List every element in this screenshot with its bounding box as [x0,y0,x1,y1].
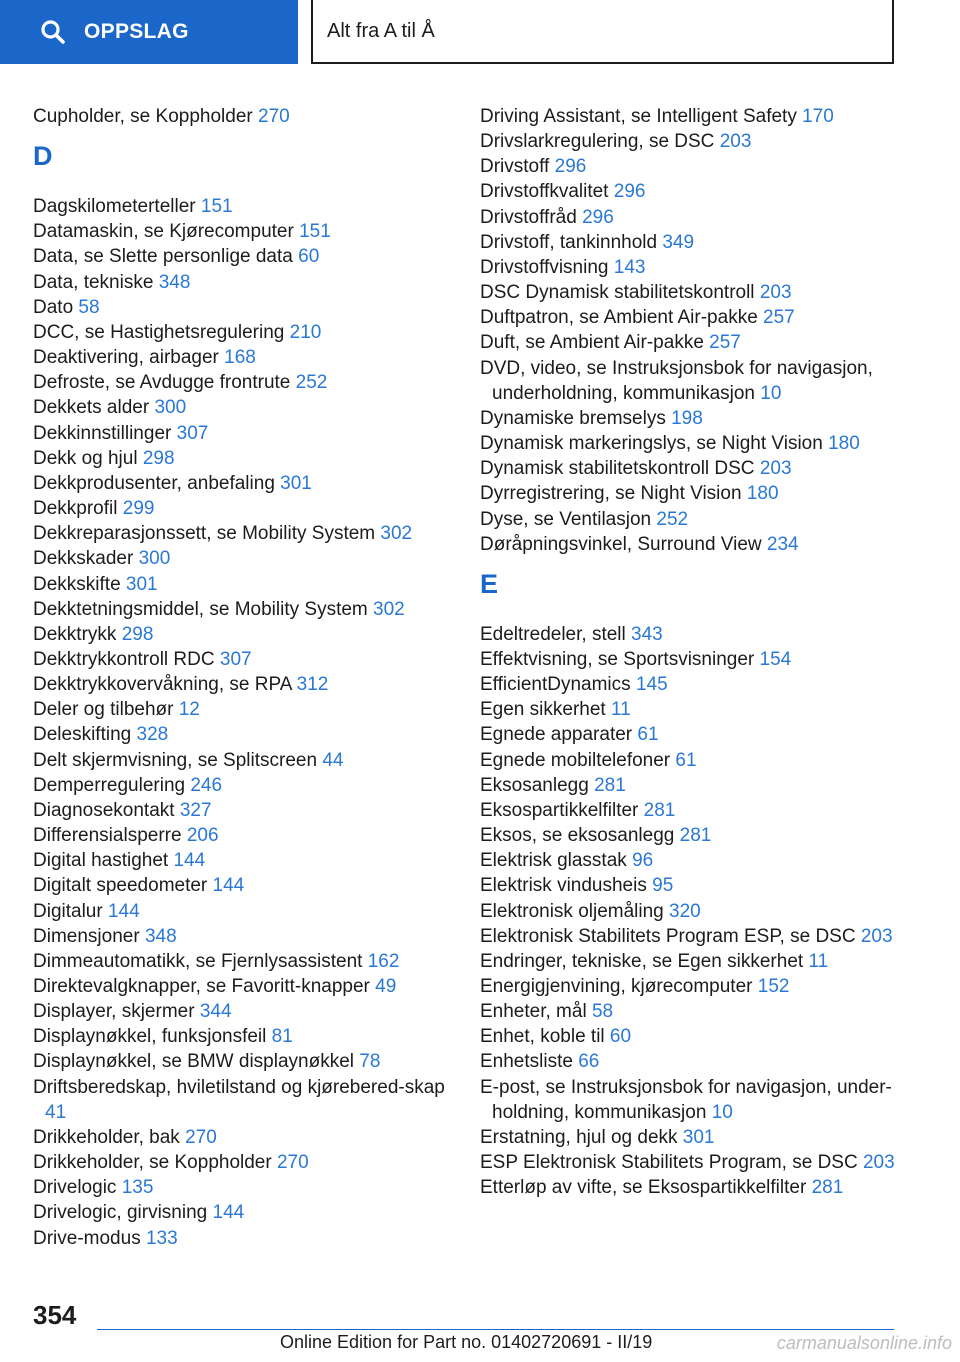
index-entry-text: Drivstoffvisning [480,256,609,278]
page-link[interactable]: 168 [224,347,256,369]
index-entry [480,230,910,255]
index-entry [480,205,910,230]
page-link[interactable]: 270 [258,106,290,127]
index-entry [33,949,453,974]
page-link[interactable]: 144 [107,900,140,922]
page-link[interactable]: 296 [582,206,614,228]
page-link[interactable]: 66 [578,1051,600,1073]
index-entry-text: Drive-modus [33,1227,141,1249]
page-link[interactable]: 144 [212,875,245,897]
page-link[interactable]: 348 [158,271,191,293]
index-entry [480,999,910,1024]
index-entry-text: Dekktrykkovervåkning, se RPA [33,674,292,696]
index-entry [480,672,910,697]
index-entry-text: Drivstoffråd [480,206,577,228]
index-entry-text: Deaktivering, airbager [33,347,219,369]
index-entry-text: Effektvisning, se Sportsvisninger [480,648,755,670]
page-link[interactable]: 343 [631,623,663,645]
index-entry [33,1150,453,1175]
index-entry-text: Drivelogic [33,1177,117,1199]
index-entry [33,395,453,420]
index-entry [480,974,910,999]
index-entry-text: Dimmeautomatikk, se Fjernlysassistent [33,950,363,972]
index-entry [480,305,910,330]
footer-divider [97,1329,894,1330]
index-entry-text: Dekkskifte [33,573,121,595]
page-link[interactable]: 301 [280,472,312,494]
index-entry [480,647,910,672]
page-link[interactable]: 58 [78,296,100,318]
index-entry-text: Dagskilometerteller [33,196,196,218]
page-link[interactable]: 296 [613,181,646,203]
index-entry [480,1175,910,1200]
index-entry-text: Drikkeholder, se Koppholder [33,1152,272,1174]
page-link[interactable]: 270 [276,1152,309,1174]
index-entry [480,507,910,532]
chapter-title-tab [311,0,894,64]
index-entry-text: Etterløp av vifte, se Eksospartikkelfilter [480,1177,807,1199]
index-entry-text: Diagnosekontakt [33,799,175,821]
index-entry [480,431,910,456]
index-entry-text: Duftpatron, se Ambient Air-pakke [480,307,758,329]
index-entry-text: Dekkprodusenter, anbefaling [33,472,275,494]
index-entry-text: Elektronisk Stabilitets Program ESP, se DSC [480,925,856,947]
index-entry-text: Dyrregistrering, se Night Vision [480,483,742,505]
page-link[interactable]: 144 [212,1202,245,1224]
page-link[interactable]: 60 [298,246,320,268]
index-entry [480,532,910,557]
index-entry [33,873,453,898]
page-link[interactable]: 348 [144,925,177,947]
index-entry-text: EfficientDynamics [480,674,631,696]
index-entry-text: Drivstoff, tankinnhold [480,231,658,253]
index-entry-text: Dekk og hjul [33,447,138,469]
page-link[interactable]: 11 [610,699,631,721]
index-entry-text: E-post, se Instruksjonsbok for navigasjon, under-holdning, kommunikasjon [480,1076,892,1123]
index-entry-text: Displaynøkkel, se BMW displaynøkkel [33,1051,354,1073]
index-entry-text: Enheter, mål [480,1001,587,1023]
index-letter-heading: D [33,141,53,172]
index-entry-text: Elektrisk vindusheis [480,875,647,897]
index-entry [33,572,453,597]
index-entry [480,280,910,305]
page-link[interactable]: 206 [186,825,219,847]
index-entry-text: Eksosanlegg [480,774,589,796]
index-entry [33,924,453,949]
index-entry-text: Driving Assistant, se Intelligent Safety [480,106,797,127]
index-entry [33,496,453,521]
index-entry [33,1226,453,1251]
index-entry [480,1049,910,1074]
page-link[interactable]: 60 [609,1026,632,1048]
index-entry-text: Egnede mobiltelefoner [480,749,671,771]
index-entry-text: Enhetsliste [480,1051,573,1073]
page-link[interactable]: 198 [671,407,703,429]
index-entry [33,546,453,571]
index-entry [480,406,910,431]
page-link[interactable]: 203 [759,282,792,304]
index-entry [33,1024,453,1049]
index-entry-text: Dekkinnstillinger [33,422,172,444]
index-entry-text: Enhet, koble til [480,1026,605,1048]
page-link[interactable]: 302 [373,598,405,620]
index-entry [33,104,453,129]
index-entry-text: Deler og tilbehør [33,699,174,721]
index-entry-text: Drikkeholder, bak [33,1126,180,1148]
page-link[interactable]: 58 [591,1001,614,1023]
index-entry-text: Erstatning, hjul og dekk [480,1126,678,1148]
page-link[interactable]: 12 [178,699,200,721]
index-entry-text: Dekkets alder [33,397,150,419]
section-label: OPPSLAG [84,20,189,43]
index-entry-text: Duft, se Ambient Air-pakke [480,332,704,354]
page-link[interactable]: 144 [173,850,206,872]
index-entry-text: ESP Elektronisk Stabilitets Program, se DSC [480,1152,858,1174]
page-link[interactable]: 10 [760,382,782,404]
index-entry [33,899,453,924]
index-entry [33,722,453,747]
index-entry [480,722,910,747]
index-entry-text: Dekktrykk [33,623,117,645]
index-entry [33,798,453,823]
index-entry [33,672,453,697]
page-link[interactable]: 151 [299,221,331,243]
page-link[interactable]: 307 [219,648,252,670]
index-entry-text: Dynamiske bremselys [480,407,666,429]
index-entry-text: Displaynøkkel, funksjonsfeil [33,1026,267,1048]
page-link[interactable]: 281 [679,825,712,847]
index-entry-text: Dekkreparasjonssett, se Mobility System [33,523,376,545]
section-tab[interactable] [0,0,298,64]
index-entry [480,104,910,129]
index-entry [33,244,453,269]
index-entry [480,748,910,773]
page-link[interactable]: 299 [122,498,155,520]
index-entry [33,320,453,345]
edition-text: Online Edition for Part no. 01402720691 - II/19 [280,1332,653,1352]
page-link[interactable]: 152 [757,976,790,997]
page-link[interactable]: 300 [154,397,187,419]
index-entry [480,697,910,722]
page-link[interactable]: 11 [808,950,829,972]
index-entry-text: Direktevalgknapper, se Favoritt-knapper [33,976,370,997]
page-number: 354 [33,1300,77,1330]
index-entry [33,1200,453,1225]
page-link[interactable]: 246 [190,774,223,796]
index-entry-text: Driftsberedskap, hviletilstand og kjørebered-skap [33,1076,445,1098]
index-entry [480,456,910,481]
index-entry [33,370,453,395]
index-entry [33,295,453,320]
index-entry [33,1125,453,1150]
page-link[interactable]: 320 [669,900,701,922]
index-entry-text: Dynamisk stabilitetskontroll DSC [480,458,755,480]
index-entry [33,597,453,622]
index-entry-text: DCC, se Hastighetsregulering [33,321,285,343]
page-link[interactable]: 180 [828,433,860,455]
index-entry [480,1150,910,1175]
index-entry [480,255,910,280]
index-entry [480,1075,910,1125]
page-link[interactable]: 96 [632,850,654,872]
page-link[interactable]: 135 [121,1177,154,1199]
index-entry-text: Data, se Slette personlige data [33,246,293,268]
index-entry [480,330,910,355]
index-entry-text: Eksospartikkelfilter [480,799,639,821]
index-entry-text: Drivstoff [480,156,550,178]
page-link[interactable]: 145 [635,674,668,696]
page-link[interactable]: 270 [185,1126,217,1148]
page-link[interactable]: 312 [296,674,329,696]
page-link[interactable]: 300 [138,548,171,570]
index-entry [480,154,910,179]
index-entry-text: Drivstoffkvalitet [480,181,609,203]
page-link[interactable]: 252 [656,508,689,530]
index-entry-text: Drivslarkregulering, se DSC [480,131,715,153]
page-link[interactable]: 257 [763,307,795,329]
index-entry [480,1125,910,1150]
index-entry [33,219,453,244]
index-entry [33,848,453,873]
page-link[interactable]: 95 [652,875,674,897]
page-link[interactable]: 328 [136,724,169,746]
index-entry-text: Displayer, skjermer [33,1001,195,1023]
page-link[interactable]: 154 [759,648,792,670]
index-entry [33,471,453,496]
index-entry-text: Dekkskader [33,548,134,570]
index-entry [33,194,453,219]
page-link[interactable]: 281 [643,799,676,821]
index-entry [480,179,910,204]
index-entry [480,356,910,406]
index-entry-text: Dyse, se Ventilasjon [480,508,652,530]
index-entry-text: Elektronisk oljemåling [480,900,664,922]
page-link[interactable]: 61 [637,724,659,746]
page-link[interactable]: 349 [662,231,695,253]
page-link[interactable]: 203 [719,131,752,153]
index-column-right [480,104,910,1200]
index-entry-text: Elektrisk glasstak [480,850,627,872]
page-link[interactable]: 296 [554,156,587,178]
index-entry [33,974,453,999]
index-entry [480,924,910,949]
index-entry-text: Digitalt speedometer [33,875,208,897]
page-link[interactable]: 307 [176,422,209,444]
page-link[interactable]: 234 [766,533,799,555]
page-link[interactable]: 49 [375,976,397,997]
index-entry-text: Data, tekniske [33,271,154,293]
index-entry-text: Egnede apparater [480,724,633,746]
page-link[interactable]: 210 [289,321,322,343]
page-link[interactable]: 281 [811,1177,844,1199]
page-link[interactable]: 252 [295,372,328,394]
page-link[interactable]: 257 [709,332,741,354]
index-entry [480,873,910,898]
index-entry [33,773,453,798]
index-letter-heading: E [480,568,499,599]
index-entry [480,129,910,154]
index-entry-text: DVD, video, se Instruksjonsbok for navigasjon, underholdning, kommunikasjon [480,357,873,404]
page-link[interactable]: 298 [142,447,175,469]
index-entry-text: Dekktetningsmiddel, se Mobility System [33,598,368,620]
index-entry [33,622,453,647]
page-link[interactable]: 180 [746,483,779,505]
index-entry-text: Digital hastighet [33,850,169,872]
index-entry-text: DSC Dynamisk stabilitetskontroll [480,282,755,304]
page-link[interactable]: 10 [711,1101,733,1123]
index-entry-text: Demperregulering [33,774,186,796]
index-entry [33,1075,453,1125]
index-entry [33,270,453,295]
index-entry-text: Dynamisk markeringslys, se Night Vision [480,433,823,455]
index-entry [480,949,910,974]
index-entry [480,622,910,647]
index-entry [33,446,453,471]
page-link[interactable]: 203 [860,925,893,947]
page-link[interactable]: 203 [862,1152,895,1174]
index-entry [480,823,910,848]
page-link[interactable]: 301 [682,1126,715,1148]
index-entry [33,748,453,773]
index-entry-text: Cupholder, se Koppholder [33,106,253,127]
index-entry [33,1175,453,1200]
page-link[interactable]: 302 [380,523,413,545]
chapter-title: Alt fra A til Å [327,19,435,42]
index-entry [480,848,910,873]
page-link[interactable]: 143 [613,256,646,278]
index-entry [33,999,453,1024]
page-link[interactable]: 41 [45,1101,67,1123]
index-entry [33,697,453,722]
index-entry-text: Energigjenvining, kjørecomputer [480,976,753,997]
index-entry-text: Dato [33,296,74,318]
watermark: carmanualsonline.info [776,1333,952,1353]
index-entry-text: Dekktrykkontroll RDC [33,648,215,670]
index-entry [33,1049,453,1074]
index-entry [480,773,910,798]
index-entry [480,481,910,506]
page-link[interactable]: 301 [125,573,158,595]
index-entry [480,899,910,924]
page-link[interactable]: 61 [675,749,697,771]
index-entry [480,1024,910,1049]
page-link[interactable]: 170 [802,106,834,127]
index-entry-text: Edeltredeler, stell [480,623,626,645]
index-entry [33,823,453,848]
index-entry-text: Dimensjoner [33,925,140,947]
page-link[interactable]: 298 [121,623,154,645]
index-entry [33,521,453,546]
search-icon [40,19,66,45]
index-column-left [33,104,453,1251]
page-link[interactable]: 281 [594,774,626,796]
index-entry [480,798,910,823]
index-entry [33,647,453,672]
index-entry-text: Digitalur [33,900,103,922]
page-link[interactable]: 327 [179,799,212,821]
index-entry [33,421,453,446]
page-link[interactable]: 44 [322,749,344,771]
page-link[interactable]: 344 [199,1001,232,1023]
index-entry-text: Datamaskin, se Kjørecomputer [33,221,294,243]
index-entry-text: Endringer, tekniske, se Egen sikkerhet [480,950,804,972]
page-link[interactable]: 151 [200,196,233,218]
index-entry-text: Delt skjermvisning, se Splitscreen [33,749,318,771]
index-entry-text: Egen sikkerhet [480,699,606,721]
index-entry-text: Differensialsperre [33,825,182,847]
page-link[interactable]: 81 [271,1026,293,1048]
index-entry [33,345,453,370]
page-link[interactable]: 203 [759,458,792,480]
index-entry-text: Døråpningsvinkel, Surround View [480,533,762,555]
index-entry-text: Dekkprofil [33,498,118,520]
index-entry-text: Deleskifting [33,724,132,746]
page-link[interactable]: 78 [359,1051,381,1073]
index-entry-text: Eksos, se eksosanlegg [480,825,675,847]
page-link[interactable]: 133 [145,1227,178,1249]
index-entry-text: Defroste, se Avdugge frontrute [33,372,291,394]
page-link[interactable]: 162 [367,950,400,972]
index-entry-text: Drivelogic, girvisning [33,1202,208,1224]
